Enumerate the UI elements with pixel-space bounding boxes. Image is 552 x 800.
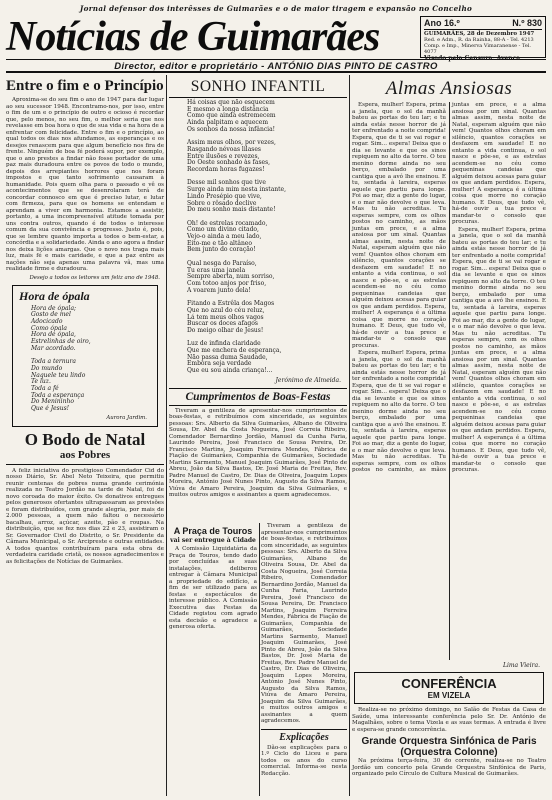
- bodo-body: [6, 468, 164, 566]
- poem-line: Assim meus olhos, por vezes,: [187, 139, 276, 147]
- conference-headline: CONFERÊNCIA: [401, 676, 497, 691]
- poem-line: Como um divino citado,: [187, 226, 259, 234]
- poem-line: Os sonhos da nossa infância!: [187, 125, 276, 133]
- explicacoes-body: [261, 745, 347, 778]
- issue-date: GUIMARÃES, 28 de Dezembro 1947: [424, 31, 535, 37]
- conference-subheadline: EM VIZELA: [427, 691, 471, 700]
- office-line-1: Red. e Adm., R. da Rainha, 88-A - Tel. 4213: [424, 37, 534, 43]
- poem-lines: [31, 306, 151, 413]
- info-box: [420, 16, 546, 62]
- poem-line: Com totoo anjos por friso,: [187, 279, 267, 287]
- poem-line: Desse mil sonhos que tive: [187, 179, 266, 187]
- poem-line: Sobre o rôsado declive: [187, 199, 257, 207]
- poem-line: Hora de ópala;: [31, 304, 77, 312]
- poem-line: Bem junto do coração!: [187, 246, 256, 254]
- column-rule: [166, 75, 167, 796]
- poem-line: Naquele teu lindo: [31, 371, 86, 379]
- poem-author: Aurora Jardim.: [106, 414, 147, 421]
- section-headline: Cumprimentos de Boas-Festas: [169, 388, 347, 406]
- article-body: [352, 102, 546, 660]
- columns: [6, 75, 546, 796]
- poem-line: Recordam horas fugazes!: [187, 166, 265, 174]
- director-line: Director, editor e proprietário - ANTÓNIO DIAS PINTO DE CASTRO: [6, 60, 546, 73]
- poem-line: Fitando a Estrêla dos Magos: [187, 300, 275, 308]
- conference-text: Realiza-se no próximo domingo, no Salão de Festas da Casa de Saúde, uma interessante conferência pelo Sr. Dr. António de Magalhães, sobre o tema Vizela e as suas termas. A entrada é livre e espera-se grande concorrência.: [352, 707, 546, 733]
- poem-line: Do Menininho: [31, 398, 74, 406]
- poem-line: Oh! de estrelas rocamado,: [187, 219, 268, 227]
- poem-line: Do Oeste sonhado às fases,: [187, 159, 271, 167]
- poem-line: Como que ainda estremecem: [187, 112, 276, 120]
- poem-box: [12, 285, 158, 427]
- poem-line: Tu eras uma janela: [187, 266, 246, 274]
- tagline: Jornal defensor dos interêsses de Guimarães e o de maior tiragem e expansão no Concelho: [79, 4, 473, 13]
- subcolumn-left: [169, 523, 257, 796]
- explicacoes-headline: Explicações: [261, 729, 347, 743]
- poem-line: E mesmo a longa distância: [187, 105, 269, 113]
- subcolumn-right: [261, 523, 347, 796]
- issue-year: Ano 16.º: [424, 18, 460, 28]
- poem-line: Que eu sou ainda criança!...: [187, 367, 273, 375]
- bodo-headline: O Bodo de Natal: [24, 429, 146, 449]
- poem-line: Estrelinhas de oiro,: [31, 338, 91, 346]
- poem-line: Toda a fé: [31, 384, 59, 392]
- poem-line: Buscar os doces afagos: [187, 320, 258, 328]
- poem-author: Jerónimo de Almeida.: [275, 376, 341, 384]
- issue-row: [424, 18, 542, 30]
- poem-line: A voarem junto dela!: [187, 286, 251, 294]
- column-rule: [349, 75, 350, 796]
- article-body: [6, 97, 164, 273]
- praca-text: A Comissão Liquidatária da Praça de Touros, tendo dado por concluídas as suas instalações, deliberou entregar à Câmara Municipal a propriedade do edifício, a fim de ser utilizado para as festas e espectáculos de interesse público. A Comissão Executiva das Festas da Cidade registou com agrado esta decisão e agradece a generosa oferta.: [169, 546, 257, 630]
- poem-line: Ainda palpitam e aquecem: [187, 119, 269, 127]
- poem-line: Toda a esperança: [31, 391, 85, 399]
- section-body: [169, 407, 347, 499]
- poem-line: Embora seja verdade: [187, 360, 252, 368]
- office-line-2: Comp. e Imp., Minerva Vimaranense - Tel. 4077: [424, 43, 531, 55]
- article-text: Espera, mulher! Espera, prima a janela, que o sol da manhã bateu as portas do teu lar; e tu ainda estás nesse horror de já ter enfrentado a noite comprida! Espera, que de ti se vai rogar e rogar. Sim... espera! Deixa que o dia se levante e que os sinos repiquem no alto da torre. O teu menino dorme ainda no seu berço, embalado por uma cantiga que a avó lhe ensinou. E tu, sentada à lareira, esperas aquele que partiu para longe. Foi ao mar, diz a gente do lugar, e o mar não devolve o que leva. Mas tu não acreditas. Tu esperas sempre, com os olhos postos no caminho, as mãos juntas em prece, e a alma ansiosa por um sinal. Quantas almas assim, nesta noite de Natal, esperam alguém que não vem! Quantos olhos choram em silêncio, quantos corações se desfazem em saudade! E no entanto a vida continua, o sol nasce e põe-se, e as estrelas acendem-se no céu como pequeninas candeias que alguém deixou acesas para guiar os que andam perdidos. Espera, mulher! A esperança é a última coisa que morre no coração humano. E Deus, que tudo vê, há-de ouvir a tua prece e mandar-te o consolo que procuras.: [352, 102, 446, 349]
- masthead: [6, 14, 546, 60]
- poem-line: Mar acordado.: [31, 344, 76, 352]
- article-signature: Desejo a todos os leitores um feliz ano de 1948.: [29, 274, 160, 281]
- orchestra-headline: Grande Orquestra Sinfónica de Paris (Orquestra Colonne): [361, 736, 537, 758]
- poem-line: Hora de ópala,: [31, 331, 76, 339]
- poem-line: Eito-me e tão altâneo: [187, 239, 252, 247]
- subcolumns: [169, 523, 347, 796]
- poem-line: Sempre aberta, num sorriso,: [187, 273, 275, 281]
- praca-subheadline: vai ser entregue à Cidade: [170, 537, 256, 544]
- poem-line: Rasgando névoas lilases: [187, 145, 261, 153]
- article-text: Aproxima-se do seu fim o ano de 1947 para dar lugar ao seu sucessor 1948. Encontramo-nos, por isso, entre o fim de um e o princípio de outro e ocioso é recordar que, pelo menos, no seu fim, o melhor seria que nos revelasse em boa hora o que de sua vida e na hora de a enfrentar com felicidade. Entre o fim e o princípio, ao qual todos os dias nos afundamos, as esperanças e os desejos renascem para que algum benefício nos fira de frente. Ninguém de boa fé poderá supor, por exemplo, que o ano prestes a findar não fosse portador de uma paz mais duradoura entre os povos de todo o mundo, depois dos arrepiantes horrores que nos foram impostos e que tanto sofrimento causaram à humanidade. Pois quem olha para o passado e vê os acontecimentos que se desenrolaram terá de concordar connosco em que é preciso lutar, e lutar com firmeza, para que os homens se entendam e aprendam a viver em harmonia. Estamos a assistir, portanto, a uma incompreensível atitude tomada por uns contra outros, quando é de todos o interesse comum da sua convivência e progresso. Justo é, pois, que se lembre quanto importa a todos o bem-estar, a concórdia e a solidariedade. Ainda o ano agora a findar nos deixa lições amargas. Que o novo nos traga mais luz, mais fé e mais caridade, e que a paz entre as nações não seja apenas uma palavra vã, mas uma realidade firme e duradoura.: [6, 97, 164, 272]
- conference-body: [352, 707, 546, 733]
- poem-line: Que no azul do céu reluz,: [187, 306, 265, 314]
- poem-lines: [187, 100, 347, 375]
- poem-title: Hora de ópala: [19, 288, 90, 303]
- section-text: Tiveram a gentileza de apresentar-nos cumprimentos de boas-festas, e retribuímos com sinceridade, as seguintes pessoas: Srs. Alberto da Silva Guimarães, Albano de Oliveira Sousa, Dr. Abel da Costa Nogueira, José Correia Ribeiro, Comendador Bernardino Jordão, Manuel da Cunha Faria, Laurindo Pereira, José Francisco de Sousa Pereira, Dr. Francisco Martins, Joaquim Ferreira Mendes, Fábrica de Fiação de Guimarães, Companhia de Guimarães, Sociedade Martins Sarmento, Manuel Joaquim Guimarães, José Pinto de Abreu, João da Silva Bastos, Dr. José Maria de Freitas, Rev. Padre Manuel de Castro, Dr. Dias de Oliveira, Joaquim Lopes Moreira, António José Nunes Pinto, Augusto da Silva Ramos, Viúva de Amaro Pereira, Joaquim da Silva Guimarães, e muitos outros amigos e assinantes a quem agradecemos.: [261, 523, 348, 724]
- column-1: [6, 75, 164, 796]
- poem-line: Toda a ternura: [31, 358, 76, 366]
- poem-line: Lindo Presépio que vive,: [187, 192, 262, 200]
- poem-line: Te luz.: [31, 378, 51, 386]
- censorship-text: Visado pela Censura.: [424, 55, 495, 62]
- poem-line: Que é Jesus!: [31, 405, 70, 413]
- column-3: [352, 75, 546, 796]
- bodo-text: A feliz iniciativa do prestigioso Comendador Cid do nosso Diário, Sr. Abel Neto Teixeira, que permitiu reunir centenas de pobres numa grande cerimónia realizada no Teatro Jordão na tarde de Natal, foi de novo coroada do maior êxito. Os donativos entregues pelos generosos ofertantes ultrapassaram as previsões e foram distribuídos, com grande alegria, por mais de 2.000 pessoas, a quem não faltou o necessário bacalhau, arroz, açúcar, azeite, pão e roupas. Na distribuição, que se fez nos dias 22 e 23, assistiram o Sr. Governador Civil do Distrito, o Sr. Presidente da Câmara Municipal, o Sr. Arcipreste e outras entidades. A todos quantos contribuíram para esta obra de verdadeira caridade cristã, os nossos agradecimentos e as felicitações de Notícias de Guimarães.: [6, 467, 164, 565]
- conference-box: [354, 672, 544, 704]
- censorship-tag: Avenca: [496, 55, 521, 62]
- poem-line: Vejo-o ainda a meu lado,: [187, 233, 262, 241]
- article-author: Lima Vieira.: [502, 662, 540, 669]
- poem-line: Gosto de mel: [31, 311, 71, 319]
- newspaper-page: [6, 4, 546, 796]
- poem-line: Não passa duma Saudade,: [187, 353, 268, 361]
- poem-line: Há coisas que não esquecem: [187, 99, 275, 106]
- poem-line: Lá tem meus olhos vagos: [187, 313, 264, 321]
- poem-headline: SONHO INFANTIL: [169, 78, 347, 98]
- article-text: Espera, mulher! Espera, prima a janela, que o sol da manhã bateu as portas do teu lar; e tu ainda estás nesse horror de já ter enfrentado a noite comprida! Espera, que de ti se vai rogar e rogar. Sim... espera! Deixa que o dia se levante e que os sinos repiquem no alto da torre. O teu menino dorme ainda no seu berço, embalado por uma cantiga que a avó lhe ensinou. E tu, sentada à lareira, esperas aquele que partiu para longe. Foi ao mar, diz a gente do lugar, e o mar não devolve o que leva. Mas tu não acreditas. Tu esperas sempre, com os olhos postos no caminho, as mãos juntas em prece, e a alma ansiosa por um sinal. Quantas almas assim, nesta noite de Natal, esperam alguém que não vem! Quantos olhos choram em silêncio, quantos corações se desfazem em saudade! E no entanto a vida continua, o sol nasce e põe-se, e as estrelas acendem-se no céu como pequeninas candeias que alguém deixou acesas para guiar os que andam perdidos. Espera, mulher! A esperança é a última coisa que morre no coração humano. E Deus, que tudo vê, há-de ouvir a tua prece e mandar-te o consolo que procuras.: [352, 102, 546, 473]
- poem-line: Surge ainda mim nesta instante,: [187, 186, 287, 194]
- poem-line: Qual nesga do Paraíso,: [187, 259, 257, 267]
- bodo-subheadline: aos Pobres: [6, 449, 164, 465]
- censorship-line: [424, 56, 542, 62]
- poem-line: Entre ilusões e revezes,: [187, 152, 260, 160]
- section-text: Tiveram a gentileza de apresentar-nos cumprimentos de boas-festas, e retribuímos com sinceridade, as seguintes pessoas: Srs. Alberto da Silva Guimarães, Albano de Oliveira Sousa, Dr. Abel da Costa Nogueira, José Correia Ribeiro, Comendador Bernardino Jordão, Manuel da Cunha Faria, Laurindo Pereira, José Francisco de Sousa Pereira, Dr. Francisco Martins, Joaquim Ferreira Mendes, Fábrica de Fiação de Guimarães, Companhia de Guimarães, Sociedade Martins Sarmento, Manuel Joaquim Guimarães, José Pinto de Abreu, João da Silva Bastos, Dr. José Maria de Freitas, Rev. Padre Manuel de Castro, Dr. Dias de Oliveira, Joaquim Lopes Moreira, António José Nunes Pinto, Augusto da Silva Ramos, Viúva de Amaro Pereira, Joaquim da Silva Guimarães, e muitos outros amigos e assinantes a quem agradecemos.: [169, 407, 347, 499]
- praca-headline: A Praça de Touros: [173, 526, 253, 536]
- praca-body: [169, 546, 257, 631]
- column-rule: [259, 523, 260, 796]
- article-headline: Almas Ansiosas: [385, 78, 513, 99]
- section-continued: [261, 523, 347, 725]
- article-text: Espera, mulher! Espera, prima a janela, que o sol da manhã bateu as portas do teu lar; e tu ainda estás nesse horror de já ter enfrentado a noite comprida! Espera, que de ti se vai rogar e rogar. Sim... espera! Deixa que o dia se levante e que os sinos repiquem no alto da torre. O teu menino dorme ainda no seu berço, embalado por uma cantiga que a avó lhe ensinou. E tu, sentada à lareira, esperas aquele que partiu para longe. Foi ao mar, diz a gente do lugar, e o mar não devolve o que leva. Mas tu não acreditas. Tu esperas sempre, com os olhos postos no caminho, as mãos juntas em prece, e a alma ansiosa por um sinal. Quantas almas assim, nesta noite de Natal, esperam alguém que não vem! Quantos olhos choram em silêncio, quantos corações se desfazem em saudade! E no entanto a vida continua, o sol nasce e põe-se, e as estrelas acendem-se no céu como pequeninas candeias que alguém deixou acesas para guiar os que andam perdidos. Espera, mulher! A esperança é a última coisa que morre no coração humano. E Deus, que tudo vê, há-de ouvir a tua prece e mandar-te o consolo que procuras.: [452, 226, 546, 473]
- poem-line: Luz de infinda claridade: [187, 340, 261, 348]
- poem-line: Do meigo olhar de Jesus!: [187, 326, 264, 334]
- article-headline: Entre o fim e o Princípio: [6, 78, 164, 94]
- orchestra-body: [352, 758, 546, 778]
- issue-number: N.º 830: [512, 18, 542, 28]
- poem-line: Como ópala: [31, 324, 67, 332]
- explicacoes-text: Dão-se explicações para o 1.º Ciclo do Liceu e para todos os anos do curso comercial. Informa-se nesta Redacção.: [261, 744, 347, 777]
- poem-line: Do mundo: [31, 364, 63, 372]
- poem-line: Do meu sonho mais distante!: [187, 206, 276, 214]
- newspaper-title: Notícias de Guimarães: [6, 14, 380, 60]
- orchestra-text: Na próxima terça-feira, 30 do corrente, realiza-se no Teatro Jordão um concerto pela Grande Orquestra Sinfónica de Paris, organizado pelo Círculo de Cultura Musical de Guimarães.: [352, 758, 546, 777]
- poem-line: Adocicado: [31, 317, 63, 325]
- column-2: [169, 75, 347, 796]
- poem-line: Que me enchera de esperança,: [187, 347, 282, 355]
